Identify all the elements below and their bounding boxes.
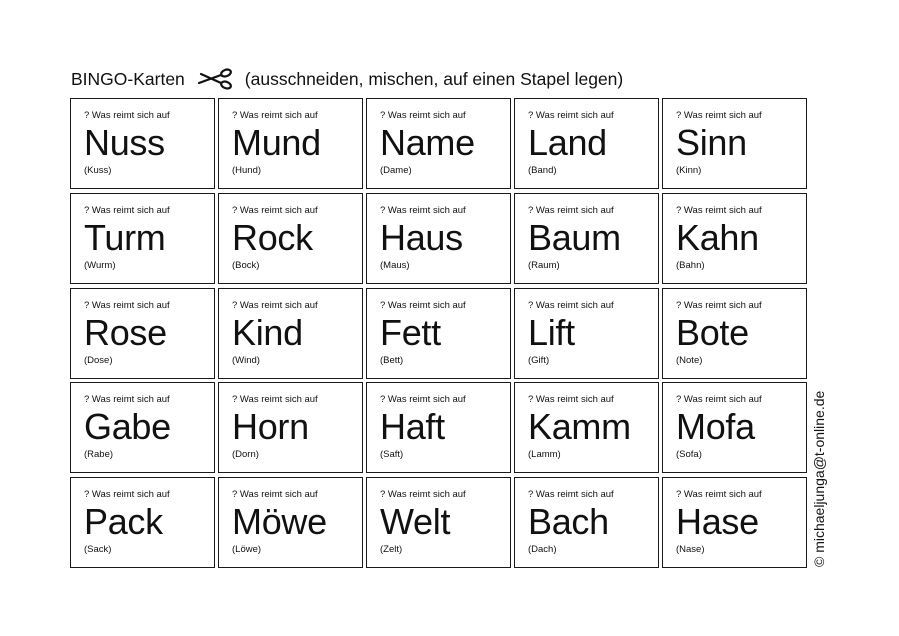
card-word: Rose: [84, 311, 167, 353]
card-word: Bach: [528, 501, 609, 542]
card-hint: (Note): [676, 354, 703, 366]
card-hint: (Sofa): [676, 449, 702, 461]
card-hint: (Dame): [380, 165, 412, 176]
card-question: ? Was reimt sich auf: [380, 204, 466, 216]
card-hint: (Nase): [676, 544, 705, 555]
card-word: Sinn: [676, 122, 747, 163]
card-word: Lift: [528, 311, 575, 353]
bingo-card: [70, 98, 215, 189]
bingo-card: [366, 98, 511, 189]
bingo-card: [662, 288, 807, 379]
card-question: ? Was reimt sich auf: [380, 299, 466, 311]
card-question: ? Was reimt sich auf: [232, 110, 318, 121]
card-question: ? Was reimt sich auf: [380, 110, 466, 121]
card-hint: (Wind): [232, 354, 260, 366]
card-question: ? Was reimt sich auf: [84, 394, 170, 406]
card-word: Mund: [232, 122, 321, 163]
bingo-card: [70, 193, 215, 284]
card-word: Bote: [676, 311, 749, 353]
bingo-card: [662, 98, 807, 189]
card-hint: (Dorn): [232, 449, 259, 461]
card-hint: (Raum): [528, 259, 560, 271]
card-question: ? Was reimt sich auf: [528, 394, 614, 406]
card-hint: (Wurm): [84, 259, 116, 271]
card-question: ? Was reimt sich auf: [232, 204, 318, 216]
card-word: Name: [380, 122, 475, 163]
bingo-card: [514, 193, 659, 284]
bingo-card: [70, 382, 215, 473]
card-word: Gabe: [84, 406, 171, 448]
card-hint: (Lamm): [528, 449, 561, 461]
card-hint: (Rabe): [84, 449, 114, 461]
page-header: [71, 67, 623, 91]
card-word: Rock: [232, 216, 313, 258]
card-hint: (Dose): [84, 354, 113, 366]
card-hint: (Kinn): [676, 165, 702, 176]
bingo-card: [662, 193, 807, 284]
card-question: ? Was reimt sich auf: [676, 394, 762, 406]
bingo-card: [514, 382, 659, 473]
card-word: Pack: [84, 501, 163, 542]
card-question: ? Was reimt sich auf: [380, 394, 466, 406]
card-question: ? Was reimt sich auf: [84, 110, 170, 121]
card-question: ? Was reimt sich auf: [528, 204, 614, 216]
bingo-card: [514, 477, 659, 568]
card-hint: (Gift): [528, 354, 550, 366]
card-hint: (Maus): [380, 259, 410, 271]
card-hint: (Bahn): [676, 259, 705, 271]
header-instructions: (ausschneiden, mischen, auf einen Stapel legen): [244, 68, 624, 89]
card-word: Kamm: [528, 406, 631, 448]
card-question: ? Was reimt sich auf: [380, 489, 466, 500]
card-question: ? Was reimt sich auf: [232, 394, 318, 406]
bingo-card-grid: [70, 98, 808, 568]
card-question: ? Was reimt sich auf: [528, 489, 614, 500]
card-hint: (Bock): [232, 259, 260, 271]
card-question: ? Was reimt sich auf: [232, 489, 318, 500]
bingo-card: [662, 382, 807, 473]
bingo-card: [366, 193, 511, 284]
card-hint: (Bett): [380, 354, 404, 366]
card-hint: (Sack): [84, 544, 112, 555]
card-hint: (Hund): [232, 165, 262, 176]
bingo-card: [218, 193, 363, 284]
card-question: ? Was reimt sich auf: [676, 489, 762, 500]
card-word: Welt: [380, 501, 451, 542]
card-question: ? Was reimt sich auf: [232, 299, 318, 311]
scissors-icon: [197, 68, 235, 90]
card-question: ? Was reimt sich auf: [676, 204, 762, 216]
bingo-card: [218, 288, 363, 379]
card-hint: (Zelt): [380, 544, 403, 555]
card-word: Nuss: [84, 122, 165, 163]
card-word: Horn: [232, 406, 309, 448]
bingo-card: [366, 382, 511, 473]
card-hint: (Löwe): [232, 544, 262, 555]
card-word: Turm: [84, 216, 166, 258]
bingo-card: [218, 382, 363, 473]
card-hint: (Band): [528, 165, 557, 176]
card-question: ? Was reimt sich auf: [84, 489, 170, 500]
copyright-notice: © michaeljunga@t-online.de: [811, 390, 827, 567]
card-word: Kind: [232, 311, 303, 353]
bingo-card: [218, 477, 363, 568]
card-word: Möwe: [232, 501, 327, 542]
card-word: Baum: [528, 216, 621, 258]
bingo-card: [514, 98, 659, 189]
card-question: ? Was reimt sich auf: [528, 299, 614, 311]
card-word: Haus: [380, 216, 463, 258]
card-question: ? Was reimt sich auf: [84, 204, 170, 216]
bingo-card: [70, 288, 215, 379]
bingo-card: [218, 98, 363, 189]
bingo-card: [70, 477, 215, 568]
card-word: Mofa: [676, 406, 755, 448]
card-question: ? Was reimt sich auf: [84, 299, 170, 311]
bingo-card: [366, 477, 511, 568]
card-word: Kahn: [676, 216, 759, 258]
card-hint: (Saft): [380, 449, 404, 461]
page-title: BINGO-Karten: [71, 68, 185, 89]
bingo-card: [662, 477, 807, 568]
bingo-card: [366, 288, 511, 379]
card-word: Fett: [380, 311, 441, 353]
bingo-card: [514, 288, 659, 379]
card-question: ? Was reimt sich auf: [676, 299, 762, 311]
card-word: Haft: [380, 406, 445, 448]
card-question: ? Was reimt sich auf: [676, 110, 762, 121]
card-hint: (Kuss): [84, 165, 112, 176]
card-word: Land: [528, 122, 607, 163]
card-hint: (Dach): [528, 544, 557, 555]
card-question: ? Was reimt sich auf: [528, 110, 614, 121]
card-word: Hase: [676, 501, 759, 542]
